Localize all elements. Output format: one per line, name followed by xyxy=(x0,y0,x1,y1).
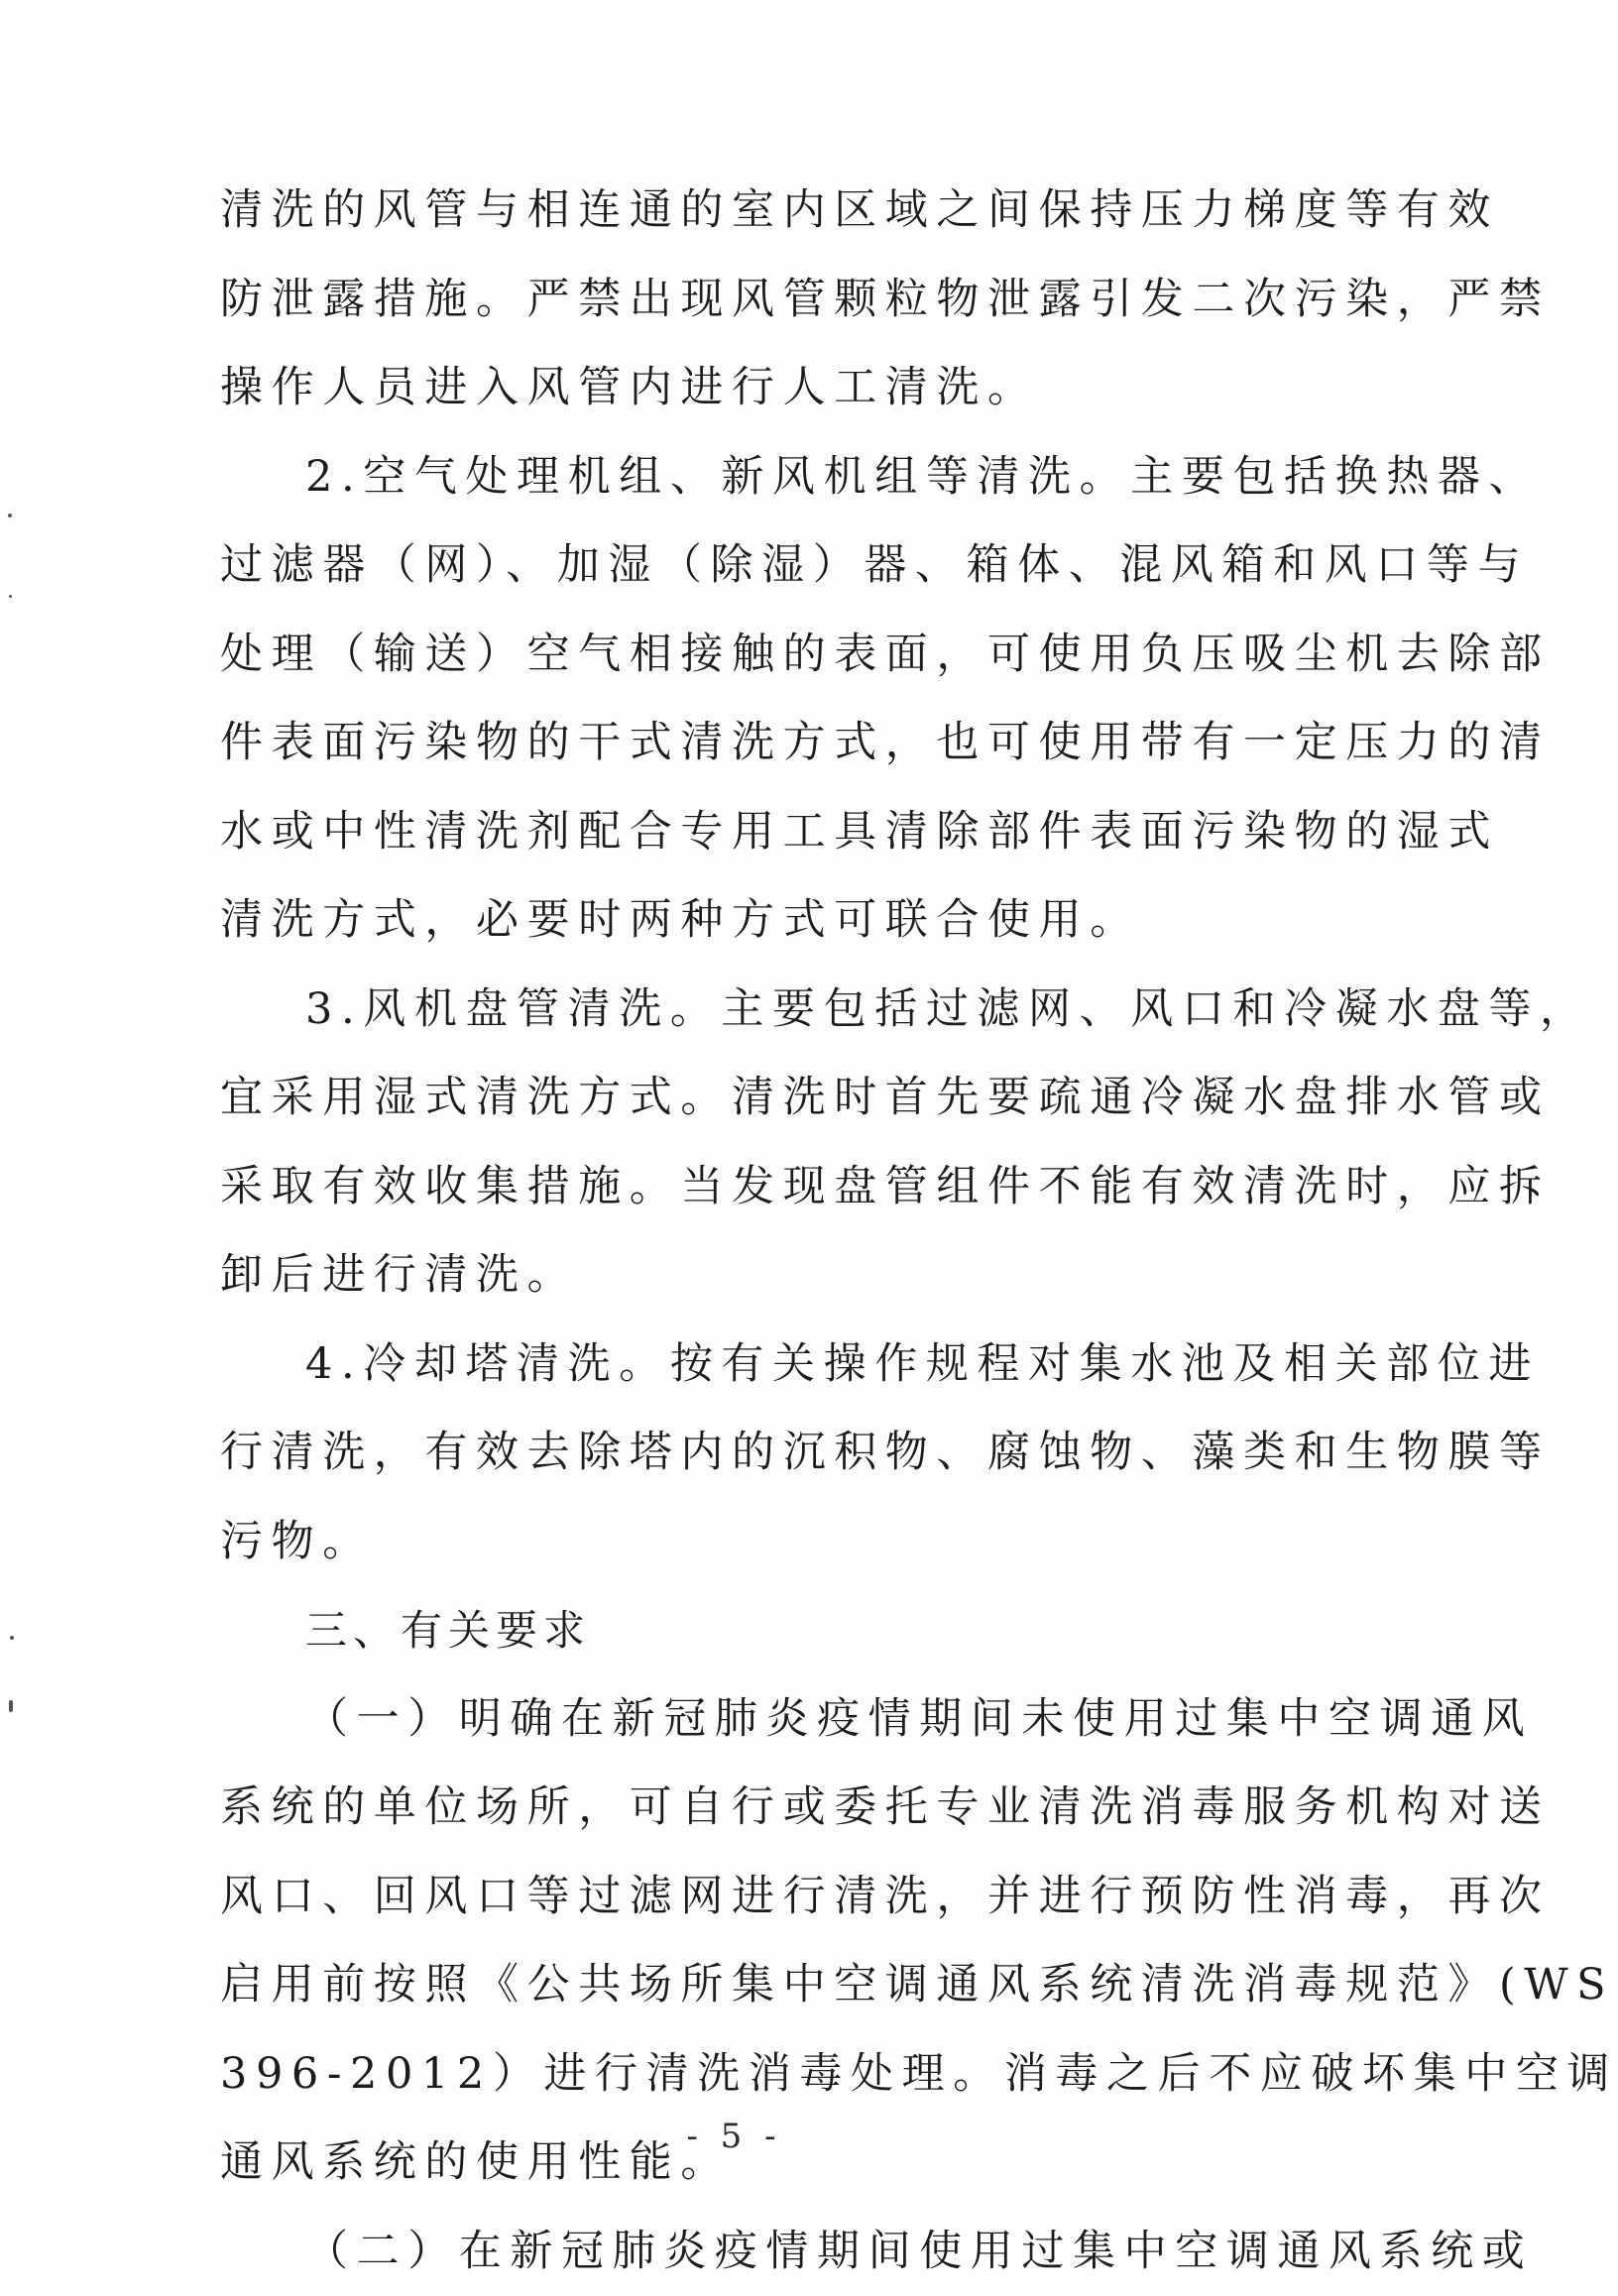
text-line: 卸后进行清洗。 xyxy=(220,1231,1350,1320)
text-line: 防泄露措施。严禁出现风管颗粒物泄露引发二次污染，严禁 xyxy=(220,256,1350,345)
text-line: 396-2012）进行清洗消毒处理。消毒之后不应破坏集中空调 xyxy=(220,2030,1350,2120)
paragraph-start-line: 4.冷却塔清洗。按有关操作规程对集水池及相关部位进 xyxy=(220,1320,1350,1410)
text-line: 水或中性清洗剂配合专用工具清除部件表面污染物的湿式 xyxy=(220,788,1350,877)
text-line: 操作人员进入风管内进行人工清洗。 xyxy=(220,344,1350,433)
scan-speck xyxy=(10,1636,14,1640)
paragraph-start-line: 2.空气处理机组、新风机组等清洗。主要包括换热器、 xyxy=(220,433,1350,522)
section-heading: 三、有关要求 xyxy=(220,1586,1350,1675)
scan-speck xyxy=(9,595,12,598)
text-line: 采取有效收集措施。当发现盘管组件不能有效清洗时，应拆 xyxy=(220,1143,1350,1232)
text-line: 系统的单位场所，可自行或委托专业清洗消毒服务机构对送 xyxy=(220,1764,1350,1853)
text-line: 行清洗，有效去除塔内的沉积物、腐蚀物、藻类和生物膜等 xyxy=(220,1409,1350,1498)
paragraph-start-line: （一）明确在新冠肺炎疫情期间未使用过集中空调通风 xyxy=(220,1675,1350,1765)
text-line: 处理（输送）空气相接触的表面，可使用负压吸尘机去除部 xyxy=(220,611,1350,700)
text-line: 污物。 xyxy=(220,1498,1350,1587)
text-line: 过滤器（网）、加湿（除湿）器、箱体、混风箱和风口等与 xyxy=(220,521,1350,611)
text-line: 通风系统的使用性能。 xyxy=(220,2119,1350,2208)
scan-speck xyxy=(9,1700,13,1712)
scan-speck xyxy=(8,514,12,517)
text-line: 宜采用湿式清洗方式。清洗时首先要疏通冷凝水盘排水管或 xyxy=(220,1054,1350,1143)
text-line: 风口、回风口等过滤网进行清洗，并进行预防性消毒，再次 xyxy=(220,1853,1350,1942)
paragraph-start-line: 3.风机盘管清洗。主要包括过滤网、风口和冷凝水盘等， xyxy=(220,966,1350,1055)
text-line: 清洗的风管与相连通的室内区域之间保持压力梯度等有效 xyxy=(220,167,1350,256)
body-text xyxy=(220,167,1350,2296)
text-line: 件表面污染物的干式清洗方式，也可使用带有一定压力的清 xyxy=(220,699,1350,788)
paragraph-start-line: （二）在新冠肺炎疫情期间使用过集中空调通风系统或 xyxy=(220,2208,1350,2296)
page-number: - 5 - xyxy=(0,2117,1468,2156)
text-line: 启用前按照《公共场所集中空调通风系统清洗消毒规范》(WS xyxy=(220,1941,1350,2030)
text-line: 清洗方式，必要时两种方式可联合使用。 xyxy=(220,876,1350,966)
